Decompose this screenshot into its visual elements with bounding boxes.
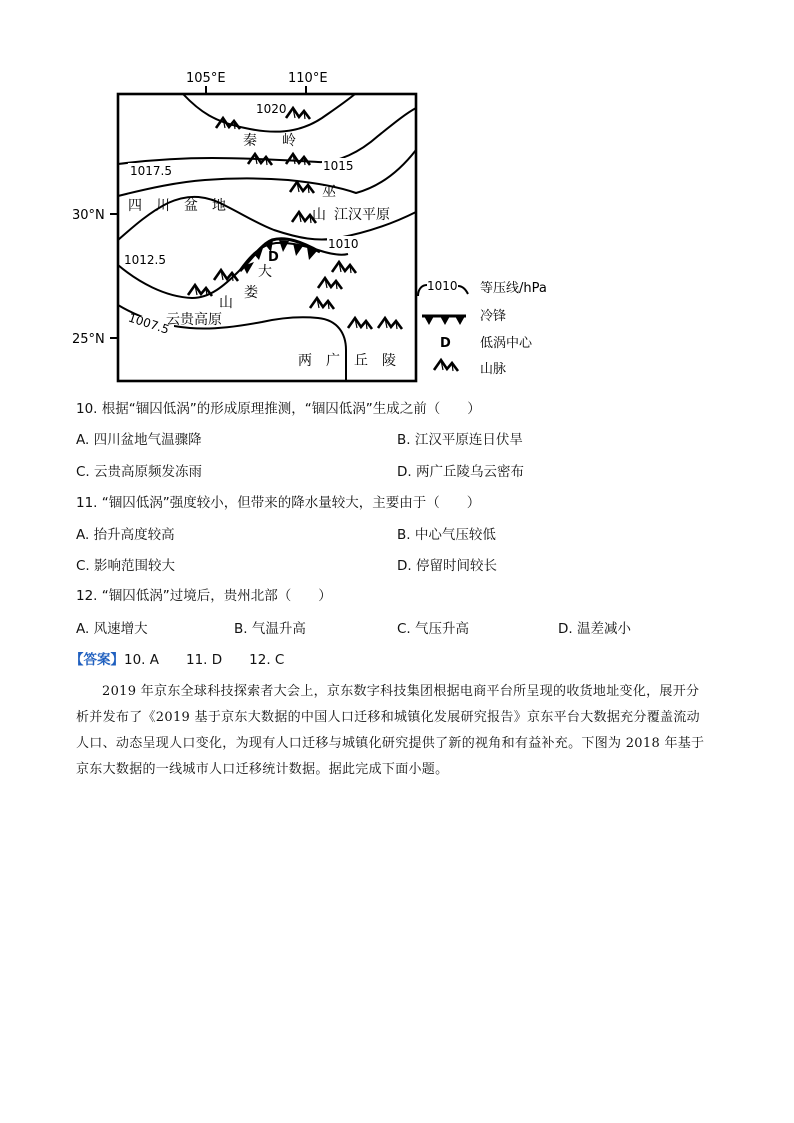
mountain-icon xyxy=(318,278,342,289)
question-11-option-a: A. 抬升高度较高 xyxy=(76,527,175,543)
question-12-option-a: A. 风速增大 xyxy=(76,621,148,637)
label-dalou-shan: 山 xyxy=(219,295,233,311)
label-dalou-lou: 娄 xyxy=(244,285,258,301)
legend-cold-front-label: 冷锋 xyxy=(480,309,507,324)
mountain-icon xyxy=(348,318,372,329)
label-yungui-plateau: 云贵高原 xyxy=(166,312,222,328)
map-frame xyxy=(118,94,416,381)
isobar-1017-5 xyxy=(118,108,416,164)
passage-line-1: 2019 年京东全球科技探索者大会上，京东数字科技集团根据电商平台所呈现的收货地址变化，展开分 xyxy=(102,684,700,699)
passage-line-4: 京东大数据的一线城市人口迁移统计数据。据此完成下面小题。 xyxy=(76,762,449,777)
legend-isobar-label: 等压线/hPa xyxy=(480,281,547,296)
legend-isobar-symbol-tail xyxy=(458,286,468,294)
question-11-option-c: C. 影响范围较大 xyxy=(76,558,176,574)
isobar-label-1010: 1010 xyxy=(328,237,359,251)
isobar-label-1015: 1015 xyxy=(323,159,354,173)
label-liangguang-hills: 两 广 丘 陵 xyxy=(298,353,396,369)
isobar-label-1012-5: 1012.5 xyxy=(124,253,166,267)
latitude-label-30: 30°N xyxy=(72,208,105,223)
question-12-option-d: D. 温差减小 xyxy=(558,621,631,637)
mountain-icon xyxy=(310,298,334,309)
isobar-label-1007-5: 1007.5 xyxy=(126,310,171,337)
question-12-option-c: C. 气压升高 xyxy=(397,621,470,637)
isobar-label-1017-5: 1017.5 xyxy=(130,164,172,178)
label-wushan-2: 山 xyxy=(312,207,326,223)
question-10-option-c: C. 云贵高原频发冻雨 xyxy=(76,464,203,480)
question-11-option-b: B. 中心气压较低 xyxy=(397,527,496,543)
question-11-stem: 11. “锢囚低涡”强度较小，但带来的降水量较大，主要由于（ ） xyxy=(76,495,481,511)
legend-isobar-symbol xyxy=(418,285,427,296)
mountain-icon xyxy=(214,270,238,281)
mountain-icon xyxy=(286,154,310,165)
latitude-label-25: 25°N xyxy=(72,332,105,347)
longitude-label-105: 105°E xyxy=(186,71,226,86)
question-12-stem: 12. “锢囚低涡”过境后，贵州北部（ ） xyxy=(76,588,332,604)
legend-mountain-label: 山脉 xyxy=(480,362,507,377)
low-center-symbol: D xyxy=(268,250,279,265)
label-qinling-2: 岭 xyxy=(282,133,296,149)
answer-text: 10. A 11. D 12. C xyxy=(124,652,285,668)
legend-isobar-sample: 1010 xyxy=(427,279,458,293)
question-10-option-d: D. 两广丘陵乌云密布 xyxy=(397,464,524,480)
answer-line xyxy=(70,651,284,669)
question-10-option-b: B. 江汉平原连日伏旱 xyxy=(397,432,523,448)
isobar-label-1020: 1020 xyxy=(256,102,287,116)
mountain-icon xyxy=(332,262,356,273)
legend-cold-front-teeth xyxy=(424,316,465,325)
passage-paragraph xyxy=(76,679,724,783)
label-jianghan-plain: 江汉平原 xyxy=(334,207,390,223)
passage-line-3: 人口、动态呈现人口变化，为现有人口迁移与城镇化研究提供了新的视角和有益补充。下图为 2018 年基于 xyxy=(76,736,705,751)
question-12-option-b: B. 气温升高 xyxy=(234,621,306,637)
label-dalou-da: 大 xyxy=(258,264,272,280)
label-qinling-1: 秦 xyxy=(243,133,257,149)
mountain-icon xyxy=(378,318,402,329)
question-10-stem: 10. 根据“锢囚低涡”的形成原理推测，“锢囚低涡”生成之前（ ） xyxy=(76,401,481,417)
mountain-icon xyxy=(248,154,272,165)
legend-low-center-label: 低涡中心 xyxy=(480,336,533,351)
longitude-label-110: 110°E xyxy=(288,71,328,86)
answer-tag: 【答案】 xyxy=(70,652,124,668)
mountain-icon xyxy=(286,108,310,119)
label-sichuan-basin: 四 川 盆 地 xyxy=(128,198,226,214)
weather-map-figure xyxy=(0,0,794,400)
label-wushan-1: 巫 xyxy=(322,184,336,200)
legend-low-center-symbol: D xyxy=(440,336,451,351)
legend-mountain-icon xyxy=(434,360,458,371)
question-11-option-d: D. 停留时间较长 xyxy=(397,558,497,574)
passage-line-2: 析并发布了《2019 基于京东大数据的中国人口迁移和城镇化发展研究报告》京东平台大数据充分覆盖流动 xyxy=(76,710,700,725)
question-10-option-a: A. 四川盆地气温骤降 xyxy=(76,432,202,448)
